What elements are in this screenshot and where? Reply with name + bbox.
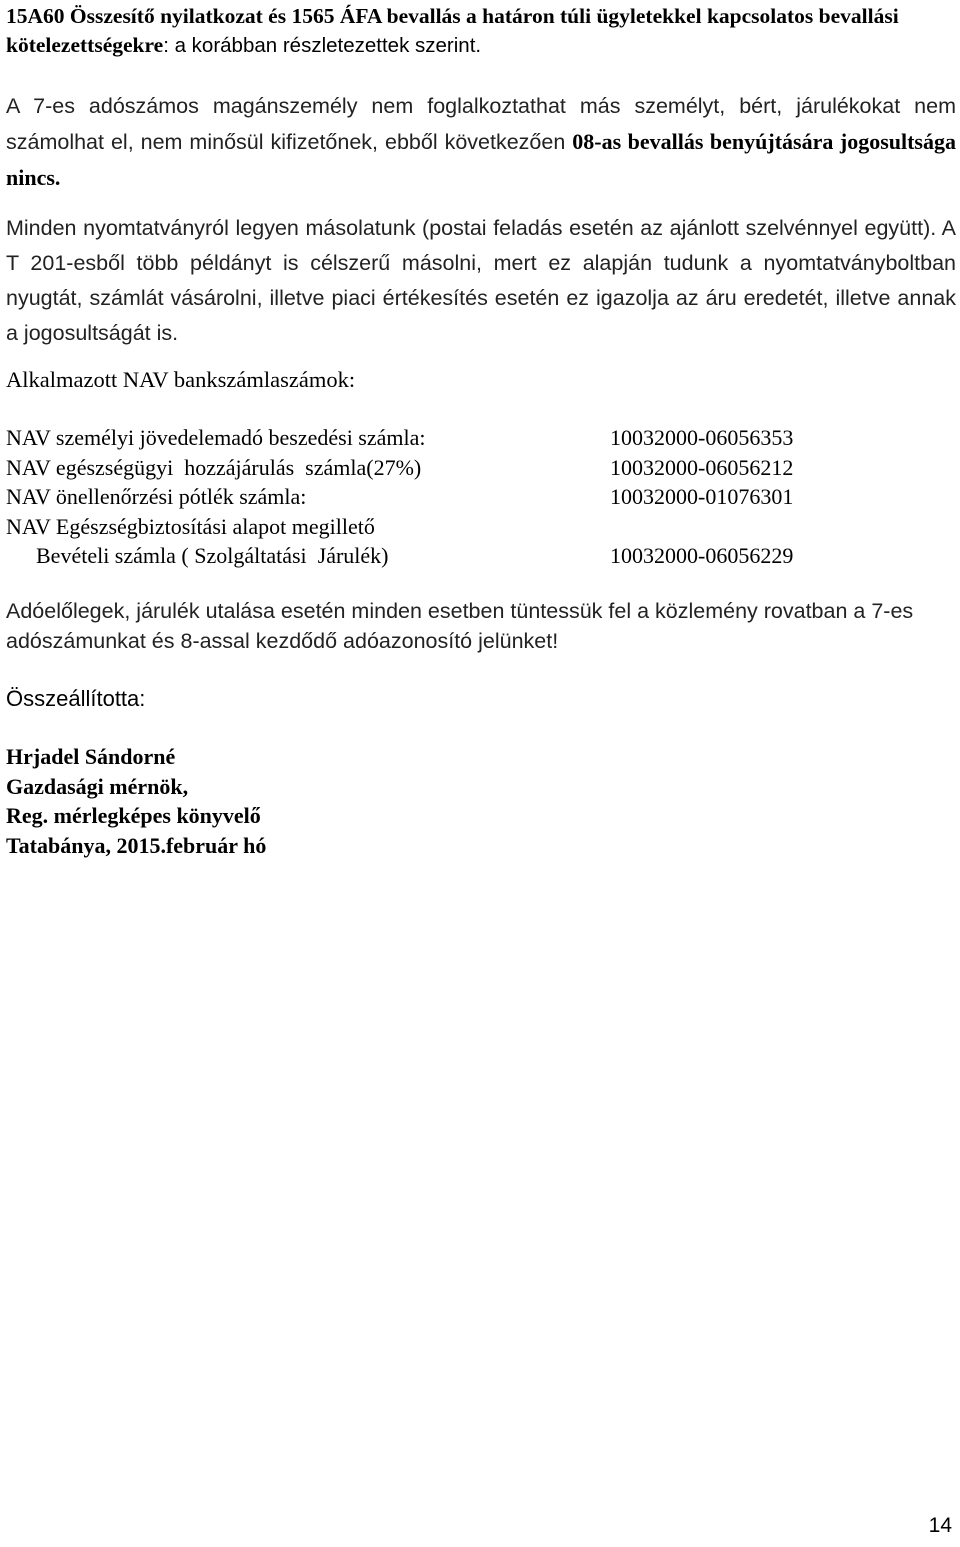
private-person-paragraph xyxy=(6,89,956,196)
accounts-heading: Alkalmazott NAV bankszámlaszámok: xyxy=(6,367,356,392)
place-date: Tatabánya, 2015.február hó xyxy=(6,832,267,858)
page-number: 14 xyxy=(928,1514,952,1537)
private-person-text: A 7-es adószámos magánszemély nem foglalkoztathat más személyt, bért, járulékokat nem számolhat el, nem minősül kifizetőnek, ebből következően xyxy=(6,94,956,154)
intro-bold-text: 15A60 Összesítő nyilatkozat és 1565 ÁFA bevallás a határon túli ügyletekkel kapcsolatos bevallási kötelezettségekre xyxy=(6,4,899,57)
compiler-title: Gazdasági mérnök, xyxy=(6,773,189,799)
intro-paragraph xyxy=(6,2,956,60)
account-row xyxy=(6,512,906,542)
account-label: NAV önellenőrzési pótlék számla: xyxy=(6,484,307,510)
account-label: NAV személyi jövedelemadó beszedési számla: xyxy=(6,425,426,450)
account-number: 10032000-06056212 xyxy=(610,454,794,480)
accounts-table xyxy=(6,423,906,571)
account-row xyxy=(6,453,906,483)
account-row xyxy=(6,541,906,571)
account-number: 10032000-01076301 xyxy=(610,484,794,510)
account-label: NAV egészségügyi hozzájárulás számla(27%) xyxy=(6,454,422,480)
account-label: NAV Egészségbiztosítási alapot megillető xyxy=(6,513,375,539)
private-person-bold-text: 08-as bevallás benyújtására jogosultsága nincs. xyxy=(6,129,956,190)
account-number: 10032000-06056229 xyxy=(610,543,794,569)
account-number: 10032000-06056353 xyxy=(610,425,794,450)
compiled-by-heading: Összeállította: xyxy=(6,686,146,711)
account-row xyxy=(6,482,906,512)
signature-block xyxy=(6,742,266,860)
compiler-name: Hrjadel Sándorné xyxy=(6,744,176,769)
intro-rest-text: : a korábban részletezettek szerint. xyxy=(163,34,482,57)
account-label: Bevételi számla ( Szolgáltatási Járulék) xyxy=(36,543,389,569)
compiler-qualification: Reg. mérlegképes könyvelő xyxy=(6,803,261,828)
copies-paragraph: Minden nyomtatványról legyen másolatunk (postai feladás esetén az ajánlott szelvénnyel együtt). A T 201-esből több példányt is célszerű másolni, mert ez alapján tudunk a nyomtatványboltban nyugtát, számlát vásárolni, illetve piaci értékesítés esetén ez igazolja az áru eredetét, illetve annak a jogosultságát is. xyxy=(6,216,956,345)
advance-payment-paragraph: Adóelőlegek, járulék utalása esetén minden esetben tüntessük fel a közlemény rovatban a 7-es adószámunkat és 8-assal kezdődő adóazonosító jelünket! xyxy=(6,599,914,653)
account-row xyxy=(6,423,906,453)
